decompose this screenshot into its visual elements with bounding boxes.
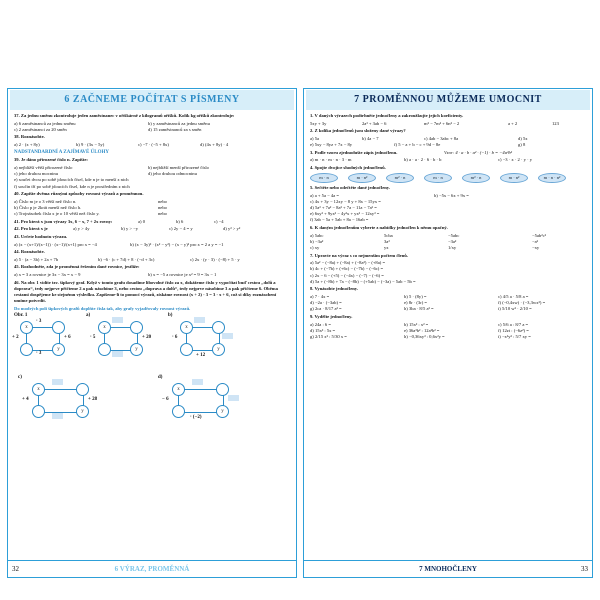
b-node-y: y [212, 343, 225, 356]
r-q9-item: i) −x³y³ : 5/7 xy = [498, 333, 531, 339]
a-node-y: y [130, 343, 143, 356]
r-q5c: c) 4x + 3y − 12xy − 8 y + 8x − 15yx = [310, 198, 381, 204]
q43-text: 43. Určete hodnotu výrazu. [14, 233, 68, 239]
r-q7b: b) 4c + (−7b) + (+6c) − (−7b) − (−6c) = [310, 266, 384, 272]
r-q6-item: b) −3a² [310, 238, 324, 244]
q45-text: 45. Rozhodněte, zda je proměnná řešením dané rovnice, jestliže: [14, 264, 140, 270]
r-q6-item: −a² [532, 238, 539, 244]
r-q9-item: c) 5/6 a : 8/7 a = [498, 321, 529, 327]
q38d: d) (4x + 8y) · 4 [200, 141, 229, 147]
fig1-label: Obr. 1 [14, 313, 28, 319]
r-q8-item: a) 7 · 4x = [310, 293, 330, 299]
r-q2-item: b) 4a − 7 [362, 135, 379, 141]
b-node-x: x [180, 321, 193, 334]
fig1-top: · 3 [36, 319, 42, 325]
r-q5a: a) a + 5a − 4a = [310, 192, 339, 198]
monomial-oval[interactable]: m³ · n [462, 173, 490, 183]
r-q4-text: 4. Spojte dvojice shodných jednočlenů. [310, 164, 386, 170]
r-q9-item: g) 2/15 x³ : 5/30 x = [310, 333, 347, 339]
r-q3-item: a) m · n · m · n · 3 · m [310, 157, 352, 163]
r-q9-item: d) 15x³ : 5x = [310, 327, 336, 333]
graph-c [18, 375, 104, 427]
r-q5f: f) 3ab − 5a + 5ab + 8a − 16ab = [310, 217, 369, 223]
fig1-left: + 2 [12, 335, 19, 341]
monomial-oval[interactable]: m · n² [500, 173, 528, 183]
graph-a [86, 313, 156, 365]
c-node-y: y [76, 405, 89, 418]
r-q6-item: −5abc [448, 232, 460, 238]
right-chapter-banner: 7 PROMĚNNOU MŮŽEME UMOCNIT [306, 90, 590, 110]
r-q9-text: 9. Vydělte jednočleny. [310, 313, 353, 319]
left-page [7, 88, 297, 578]
right-content [304, 111, 592, 342]
graph-b-label: b) [168, 313, 173, 319]
q37a: a) 6 zaměstnanců za jednu směnu [14, 120, 76, 126]
graph-d [158, 375, 244, 427]
q41b: b) 6 [176, 218, 184, 224]
r-q9-item: f) 12zt : (−6z²) = [498, 327, 529, 333]
r-q7-text: 7. Upravte na výraz s co nejmenším počtem členů. [310, 252, 408, 258]
r-q3-item: c) −3 · x · 2 · y · y [498, 157, 533, 163]
q40c: c) Trojnásobek čísla x je o 10 větší než číslo y. [14, 211, 100, 217]
r-q2-item: f) 5 − a + b − c + 9d − 8e [394, 141, 441, 147]
fig1-bottom: · 3 [36, 351, 42, 357]
q40b: b) Číslo p je 2krát menší než číslo h. [14, 204, 82, 210]
r-q6-item: 3a² [384, 238, 390, 244]
r-q1-row [310, 121, 586, 127]
r-q6-item: yx [384, 244, 389, 250]
b-left: · 6 [172, 335, 178, 341]
q40a: a) Číslo m je o 3 větší než číslo n. [14, 198, 77, 204]
left-footer [8, 560, 296, 577]
q37c: c) 2 zaměstnanci za 20 směn [14, 126, 67, 132]
left-chapter-banner: 6 ZAČNEME POČÍTAT S PÍSMENY [10, 90, 294, 110]
q39-text: 39. Je dáno přirozené číslo n. Zapište: [14, 157, 88, 163]
r-q1-expr: m³ − 7m² + 6n² − 2 [424, 120, 460, 126]
r-q9-item: b) 15x³ : x³ = [404, 321, 429, 327]
r-q6-text: 6. K daným jednočlenům vyberte z nabídky jednočlen k němu opačný. [310, 224, 448, 230]
r-q6-item: 5cba [384, 232, 393, 238]
a-left: · 5 [90, 335, 96, 341]
graph-c-label: c) [18, 375, 22, 381]
r-q5b: b) −5x − 6x + 9x = [434, 192, 469, 198]
r-q6-item: −5ab²c² [532, 232, 547, 238]
q41a: a) 0 [138, 218, 146, 224]
graph-fig1 [14, 313, 78, 365]
q40-text: 40. Zapište dvěma různými způsoby rovnost výrazů a proměnnou. [14, 191, 144, 197]
r-q5d: d) 5a³ + 7a² − 8a³ + 7a − 11a − 7a³ = [310, 204, 377, 210]
q46-instruction: Do modrých polí šipkových grafů doplňte čísla tak, aby grafy vyjadřovaly rovnost výrazů. [14, 305, 191, 311]
monomial-oval[interactable]: m · n² [348, 173, 376, 183]
r-q9-item: a) 24a : 6 = [310, 321, 331, 327]
q38a: a) 2 · (x + 8y) [14, 141, 40, 147]
q46-text: 46. Na obr. 1 vidíte tzv. šipkový graf. Když v tomto grafu dosadíme libovolné číslo za x, dokážeme číslo y vypočítat buď cestou „dolů a doprava“, tedy nejprve přičteme 2 a pak násobíme 3, nebo cestou „doprava a dolů“, tedy nejprve násobíme 3 a pak přičteme 6. Oběma cestami dospějeme ke stejnému výsledku. Zapíšeme-li to pomocí výrazů, získáme rovnost (x + 2) · 3 = 3 · x + 6, což si díky roznásobení umíme potvrdit. [14, 279, 278, 304]
c-node-x: x [32, 383, 45, 396]
q39d: d) jeho druhou odmocninu [148, 171, 197, 177]
c-left: + 4 [22, 397, 29, 403]
r-q3-item: b) a · a · 2 · 6 · b · b [404, 157, 442, 163]
left-footer-title: 6 VÝRAZ, PROMĚNNÁ [114, 565, 190, 573]
q40b-or: nebo [158, 204, 167, 210]
q45b: b) x = −5 a rovnice je x² = 9 = 3x − 1 [148, 271, 217, 277]
q37d: d) 15 zaměstnanců za s směn [148, 126, 202, 132]
r-q6-item: a) 5abc [310, 232, 324, 238]
r-q2-text: 2. Z kolika jednočlenů jsou složeny dané výrazy? [310, 128, 406, 134]
q42a: a) y > 4y [73, 226, 90, 232]
node-x: x [20, 321, 33, 334]
q41-text: 41. Pro která x jsou výrazy 3x, 6 − x, 7 + 2x rovny: [14, 218, 113, 224]
monomial-oval[interactable]: m · n [310, 173, 338, 183]
q44b: b) −6 · (c + 7d) + 8 · (−d + 3c) [98, 256, 155, 262]
r-q8-item: f) (−0,4xw) · (−3,3wx³) = [498, 300, 546, 306]
r-q1-text: 1. V daných výrazech podtrhněte jednočleny a zakroužkujte jejich koeficienty. [310, 113, 464, 118]
q41c: c) −4 [214, 218, 224, 224]
graph-d-label: d) [158, 375, 163, 381]
q39c: c) jeho druhou mocninu [14, 171, 59, 177]
q42-text: 42. Pro která x je [14, 226, 48, 232]
c-right: + 28 [88, 397, 98, 403]
q43b: b) (x − 3y)³ · (x² − y²) − (x − y)² pro x = 2 a y = −1 [130, 241, 224, 247]
right-footer-title: 7 MNOHOČLENY [419, 565, 477, 573]
q37b: b) y zaměstnanců za jednu směnu [148, 120, 210, 126]
r-q2-item: c) 4ab − 3abc + 8a [424, 135, 459, 141]
q40a-or: nebo [158, 198, 167, 204]
r-q8-item: d) −2a · (−3ab) = [310, 300, 342, 306]
r-q5-text: 5. Sečtěte nebo odečtěte dané jednočleny. [310, 184, 390, 190]
arrow-graphs [14, 313, 290, 433]
q42d: d) y³ > y² [223, 226, 241, 232]
r-q7a: a) 5a² − (−8a) + (−8a) + (−8a²) − (+8a) = [310, 260, 386, 266]
q44a: a) 5 · (a − 3b) + 2a + 7b [14, 256, 59, 262]
right-footer [304, 560, 592, 577]
r-q6-item: −xy [532, 244, 540, 250]
r-q2-item: g) 8 [518, 141, 526, 147]
graph-b [168, 313, 238, 365]
r-q1-expr: 5xy + 3y [310, 120, 327, 126]
d-node-x: x [172, 383, 185, 396]
r-q1-expr: 123 [552, 120, 559, 126]
node-y: y [52, 343, 65, 356]
r-q2-item: d) 5x [518, 135, 528, 141]
r-q9-item: h) −0,36xy³ : 0,6x²y = [404, 333, 445, 339]
q43a: a) (x − (x+1)/(x−1)) · (x−1)/(x+1) pro x = −4 [14, 241, 97, 247]
monomial-oval[interactable]: m² · n [386, 173, 414, 183]
r-q8-item: c) 4/5 a · 5/8 a = [498, 293, 529, 299]
q37-text: 37. Za jednu směnu zkontroluje jeden zaměstnanec v oříškárně z kilogramů oříšků. Kolik kg oříšků zkontroluje: [14, 113, 235, 118]
r-q8-item: i) 5/10 w³ · 2/10 = [498, 306, 532, 312]
r-q2-item: e) 5xy − 8yz + 7x − 8y [310, 141, 353, 147]
graph-a-label: a) [86, 313, 91, 319]
r-q3-text: 3. Podle vzoru zjednodušte zápis jednočlenu. [310, 149, 398, 155]
d-node-y: y [216, 405, 229, 418]
b-bottom: + 12 [196, 353, 206, 359]
r-q1-expr: a + 2 [508, 120, 518, 126]
q42c: c) 2y − 4 = y [169, 226, 193, 232]
q45a: a) x = 3 a rovnice je 3x − 3x = x − 9 [14, 271, 81, 277]
r-q8-item: e) 8r · (3r) = [404, 300, 427, 306]
q39a: a) nejbližší větší přirozené číslo [14, 164, 73, 170]
page-number-right: 33 [581, 565, 588, 573]
r-q3-vzor: Vzor: 4 · a · b · a² · (−1) · b = −4a³b² [444, 149, 513, 155]
r-q8-text: 8. Vynásobte jednočleny. [310, 286, 358, 292]
r-q6-item: c) xy [310, 244, 320, 250]
r-q6-item: −3a² [448, 238, 457, 244]
page-number-left: 32 [12, 565, 19, 573]
d-left: − 6 [162, 397, 169, 403]
r-q7d: d) 5a + (−8b) + 7a − (−8b) − (+5ab) − (−3a) − 5ab − 5b = [310, 278, 416, 284]
r-q2-item: a) 5a [310, 135, 320, 141]
section-heading: NADSTANDARDNÍ A ZAJÍMAVÉ ÚLOHY [14, 150, 109, 156]
right-page [303, 88, 593, 578]
r-q8-item: h) 3ba · 8/5 a³ = [404, 306, 434, 312]
q42b: b) y > −y [121, 226, 139, 232]
r-q7c: c) 2x − 6 − (+5) − (−4x) − (−7) − (−6) = [310, 272, 384, 278]
q39e: e) součet dvou po sobě jdoucích čísel, kde n je to menší z nich [14, 177, 129, 183]
r-q6-item: 1/xy [448, 244, 457, 250]
d-bottom: · (−2) [190, 415, 202, 421]
q40c-or: nebo [158, 211, 167, 217]
q39f: f) součin tří po sobě jdoucích čísel, kde n je prostředním z nich [14, 183, 130, 189]
q38c: c) −7 · (−5 + 8x) [138, 141, 169, 147]
r-q8-item: b) 5 · (8y) = [404, 293, 427, 299]
monomial-oval[interactable]: m · n [424, 173, 452, 183]
left-content [8, 111, 296, 435]
monomial-oval[interactable]: m · n · n² [538, 173, 566, 183]
q44c: c) 2x · (y · 3) · (−8) + 5 · y [190, 256, 240, 262]
q38b: b) 9 · (3x − 5y) [76, 141, 105, 147]
a-right: + 20 [142, 335, 152, 341]
r-q4-ovals [310, 173, 586, 183]
q38-text: 38. Roznásobte. [14, 134, 45, 140]
q44-text: 44. Roznásobte. [14, 249, 45, 255]
a-node-x: x [98, 321, 111, 334]
r-q9-item: e) 36a³b² : 12a²b² = [404, 327, 440, 333]
r-q8-item: g) 2ca · 8/17 a² = [310, 306, 342, 312]
q39b: b) nejbližší menší přirozené číslo [148, 164, 209, 170]
r-q5e: e) 6xy³ + 9yx³ − 4y³x + yx³ − 12xy³ = [310, 211, 380, 217]
r-q1-expr: 2a³ + 3ab − 6 [362, 120, 387, 126]
fig1-right: + 6 [64, 335, 71, 341]
